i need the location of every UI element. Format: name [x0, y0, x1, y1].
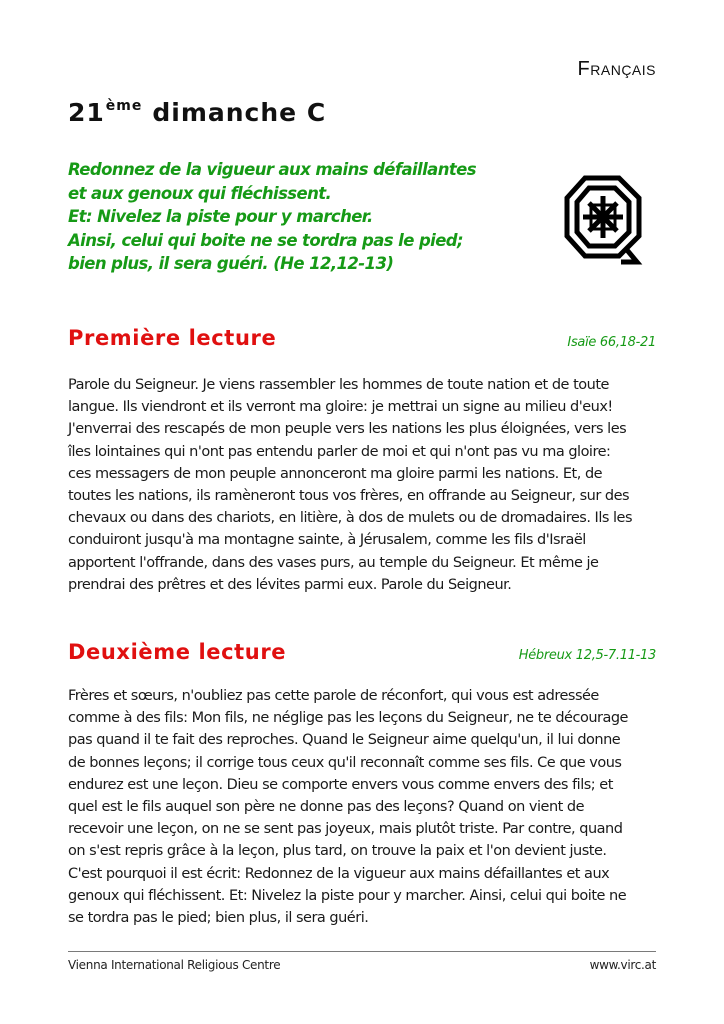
- verse-line: Ainsi, celui qui boite ne se tordra pas le pied;: [68, 230, 464, 250]
- first-reading-text: [68, 374, 668, 596]
- title-rest: dimanche C: [152, 98, 327, 127]
- text-line: genoux qui fléchissent. Et: Nivelez la piste pour y marcher. Ainsi, celui qui boite ne: [68, 887, 627, 904]
- text-line: chevaux ou dans des chariots, en litière, à dos de mulets ou de dromadaires. Ils les: [68, 510, 633, 527]
- text-line: comme à des fils: Mon fils, ne néglige pas les leçons du Seigneur, ne te décourage: [68, 710, 628, 727]
- title-number: 21: [68, 98, 105, 127]
- page-title: [68, 98, 326, 127]
- text-line: îles lointaines qui n'ont pas entendu parler de moi et qui n'ont pas vu ma gloire:: [68, 443, 611, 460]
- title-superscript: ème: [105, 97, 143, 114]
- verse-line: Redonnez de la vigueur aux mains défaillantes: [68, 160, 476, 179]
- verse-line: Et: Nivelez la piste pour y marcher.: [68, 207, 373, 226]
- text-line: J'enverrai des rescapés de mon peuple vers les nations les plus éloignées, vers les: [68, 421, 627, 438]
- first-reading-reference: Isaïe 66,18-21: [567, 335, 656, 350]
- first-reading-heading: Première lecture: [68, 326, 277, 350]
- text-line: recevoir une leçon, on ne se sent pas joyeux, mais plutôt triste. Par contre, quand: [68, 821, 623, 838]
- verse-line: et aux genoux qui fléchissent.: [68, 183, 332, 203]
- virc-logo-icon: [563, 174, 645, 268]
- key-verse: [68, 158, 498, 276]
- text-line: conduiront jusqu'à ma montagne sainte, à Jérusalem, comme les fils d'Israël: [68, 532, 586, 549]
- text-line: ces messagers de mon peuple annonceront ma gloire parmi les nations. Et, de: [68, 465, 603, 482]
- text-line: apportent l'offrande, dans des vases purs, au temple du Seigneur. Et même je: [68, 554, 599, 571]
- text-line: Parole du Seigneur. Je viens rassembler les hommes de toute nation et de toute: [68, 377, 609, 393]
- second-reading-reference: Hébreux 12,5-7.11-13: [518, 648, 656, 663]
- text-line: de bonnes leçons; il corrige tous ceux qu'il reconnaît comme ses fils. Ce que vous: [68, 754, 622, 771]
- text-line: pas quand il te fait des reproches. Quand le Seigneur aime quelqu'un, il lui donne: [68, 732, 621, 749]
- verse-line: bien plus, il sera guéri. (He 12,12-13): [68, 254, 394, 273]
- text-line: toutes les nations, ils ramèneront tous vos frères, en offrande au Seigneur, sur des: [68, 488, 630, 505]
- text-line: langue. Ils viendront et ils verront ma gloire: je mettrai un signe au milieu d'eux!: [68, 399, 613, 416]
- text-line: se tordra pas le pied; bien plus, il sera guéri.: [68, 910, 369, 927]
- second-reading-heading: Deuxième lecture: [68, 640, 287, 664]
- footer-website: www.virc.at: [589, 958, 656, 972]
- language-label: Français: [577, 58, 656, 80]
- text-line: quel est le fils auquel son père ne donne pas des leçons? Quand on vient de: [68, 799, 585, 816]
- footer-organization: Vienna International Religious Centre: [68, 958, 281, 972]
- text-line: prendrai des prêtres et des lévites parmi eux. Parole du Seigneur.: [68, 576, 512, 593]
- footer-divider: [68, 951, 656, 952]
- text-line: on s'est repris grâce à la leçon, plus tard, on trouve la paix et l'on devient juste.: [68, 843, 607, 860]
- second-reading-text: [68, 685, 668, 929]
- text-line: endurez est une leçon. Dieu se comporte envers vous comme envers des fils; et: [68, 776, 613, 793]
- text-line: C'est pourquoi il est écrit: Redonnez de la vigueur aux mains défaillantes et aux: [68, 865, 610, 882]
- text-line: Frères et sœurs, n'oubliez pas cette parole de réconfort, qui vous est adressée: [68, 688, 599, 704]
